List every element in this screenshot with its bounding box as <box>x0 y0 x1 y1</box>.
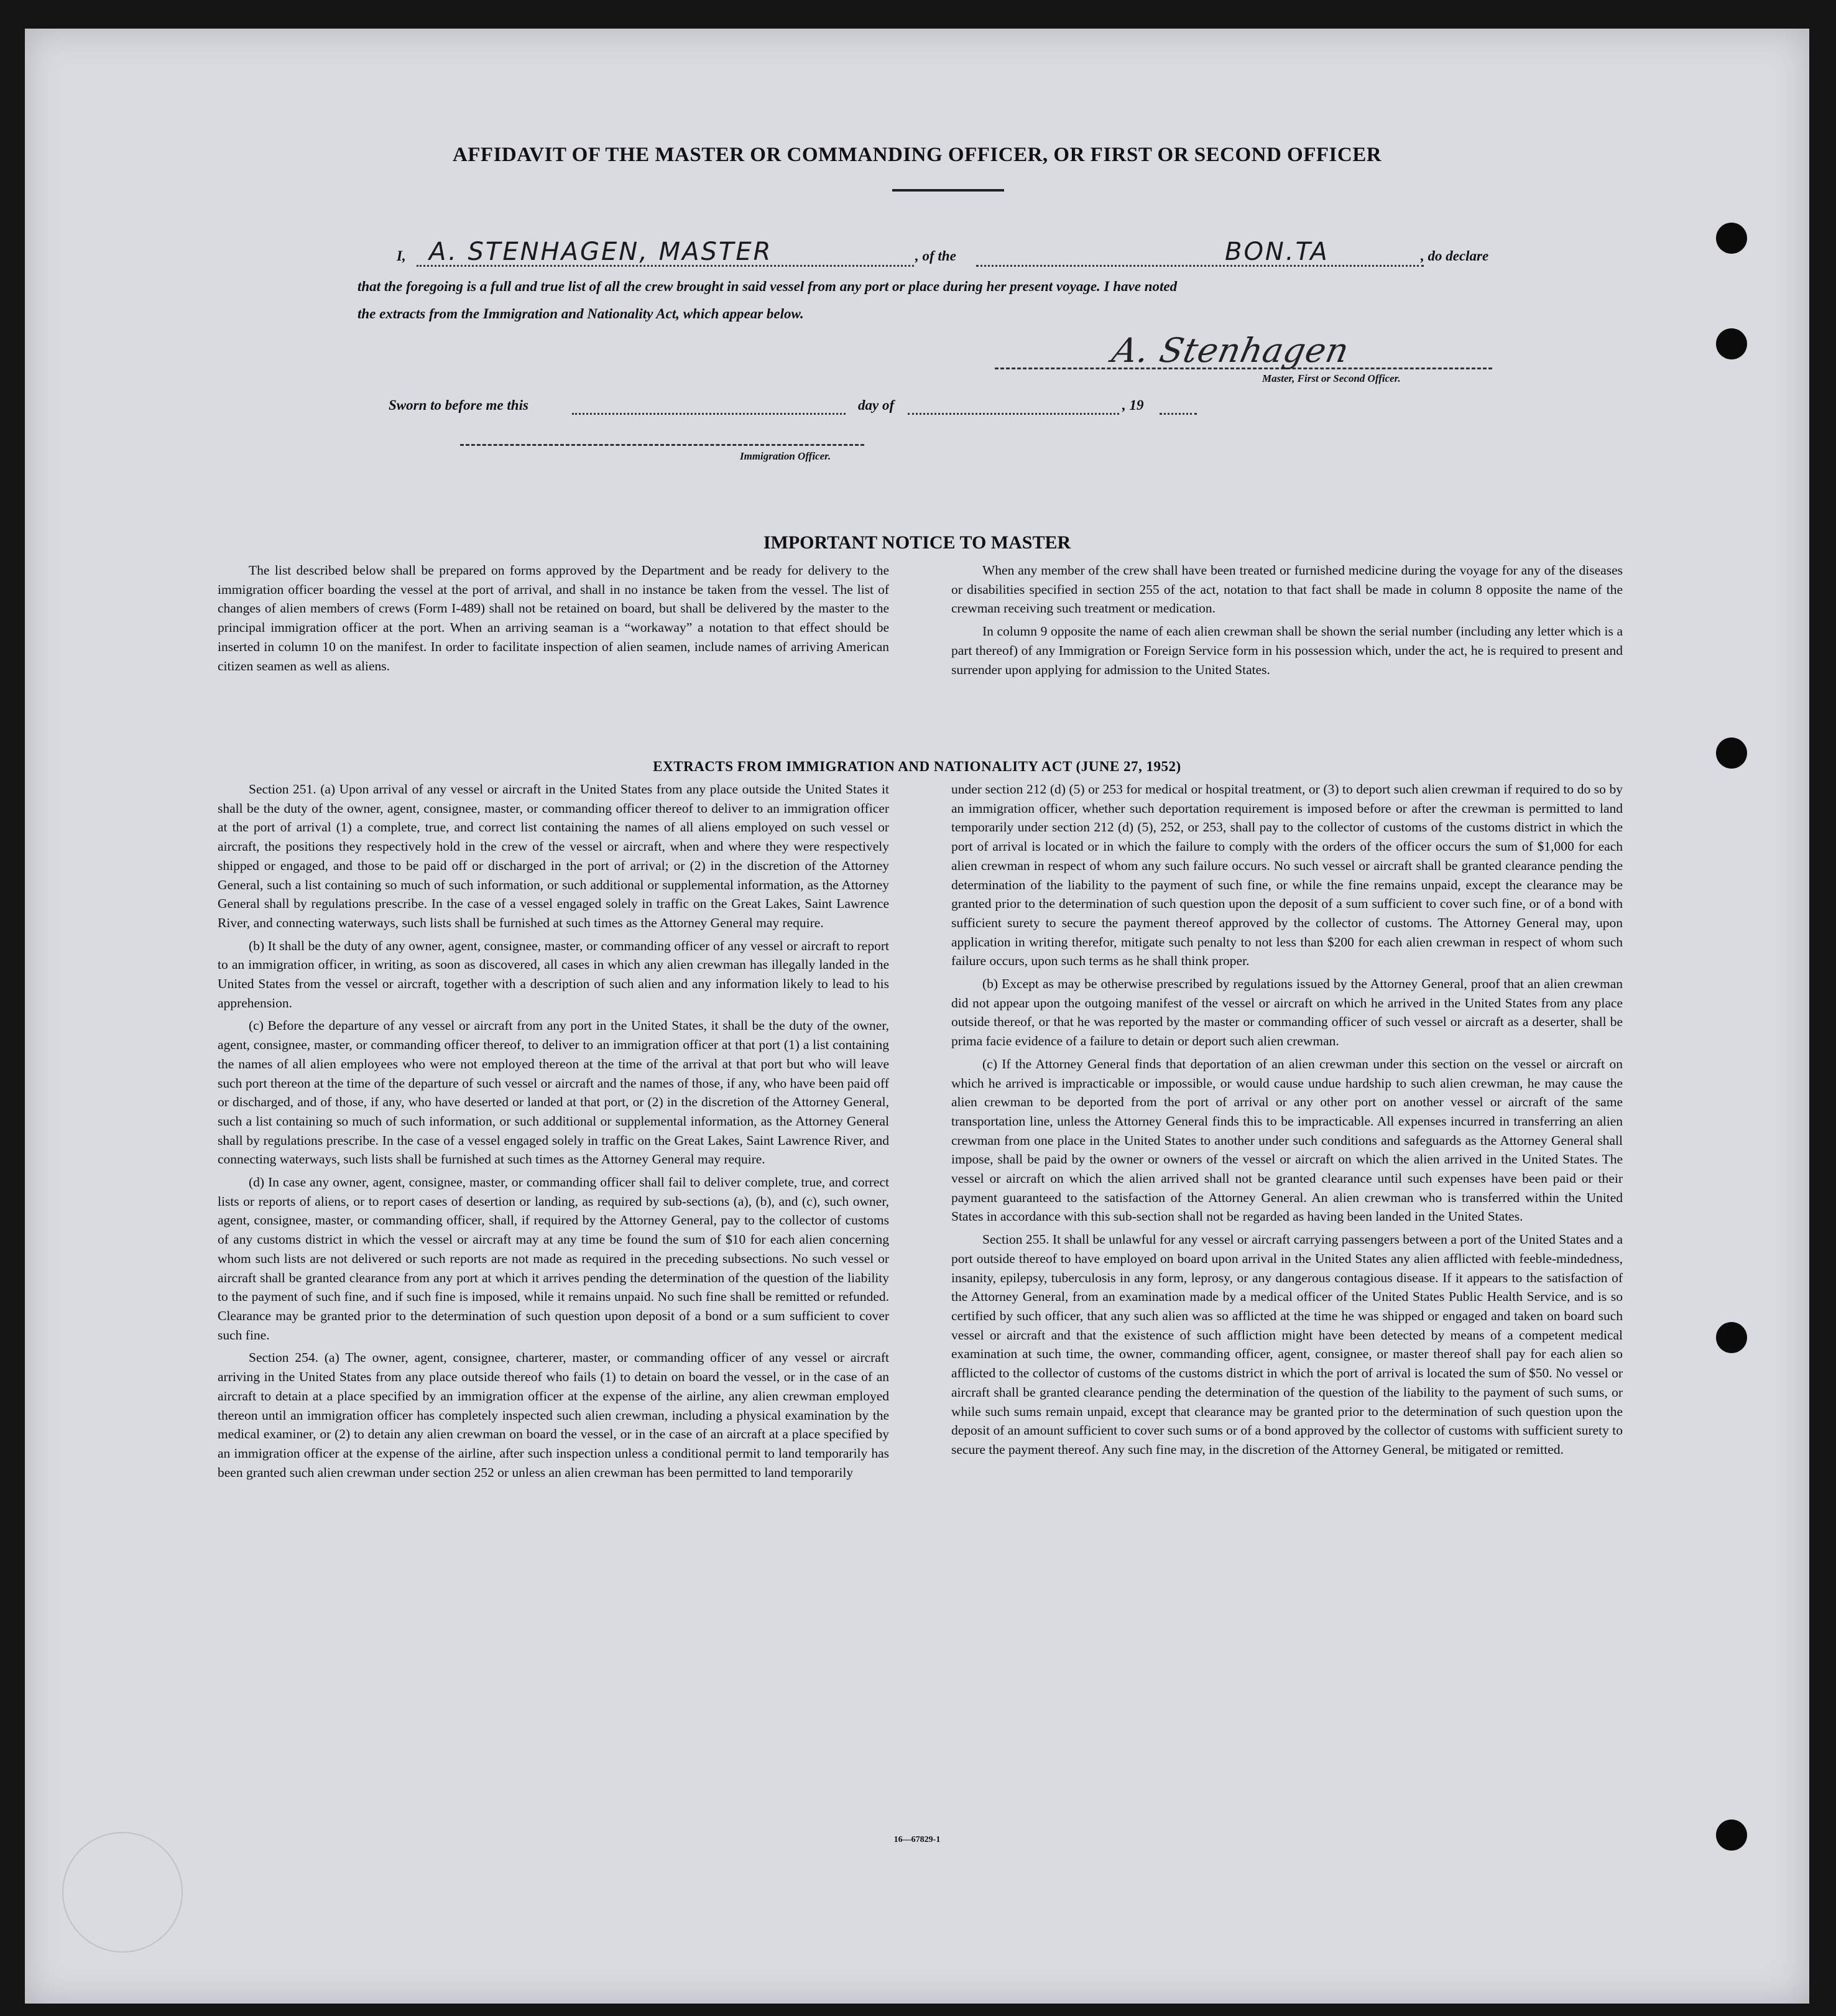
officer-caption: Immigration Officer. <box>740 450 831 462</box>
declaration-text-line1: that the foregoing is a full and true list of all the crew brought in said vessel from any port or place during her present voyage. I have noted <box>358 279 1178 294</box>
punch-hole <box>1716 328 1747 359</box>
extracts-right-column <box>951 780 1623 1463</box>
document-page <box>25 29 1809 2004</box>
section-paragraph: (c) If the Attorney General finds that deportation of an alien crewman under this section on the vessel or aircraft on which he arrived is impracticable or impossible, or would cause undue hardship to such alien crewman, he may cause the alien crewman to be deported from the port of arrival or any other port on another vessel or aircraft of the same transportation line, unless the Attorney General finds this to be impracticable. All expenses incurred in transferring an alien crewman from one place in the United States to another under such conditions and safeguards as the Attorney General shall impose, shall be paid by the owner or owners of the vessel or aircraft on which the alien arrived in the United States. The vessel or aircraft on which the alien arrived shall not be granted clearance until such expenses have been paid or their payment guaranteed to the satisfaction of the Attorney General. An alien crewman who is transferred within the United States in accordance with this sub-section shall not be regarded as having been landed in the United States. <box>951 1056 1623 1224</box>
section-paragraph: Section 251. (a) Upon arrival of any vessel or aircraft in the United States from any place outside the United States it shall be the duty of the owner, agent, consignee, master, or commanding officer thereof to deliver to an immigration officer at the port of arrival (1) a complete, true, and correct list containing the names of all aliens employed on such vessel or aircraft, the positions they respectively hold in the crew of the vessel or aircraft, when and where they were respectively shipped or engaged, and those to be paid off or discharged in the port of arrival; or (2) in the discretion of the Attorney General, such a list containing so much of such information, or such additional or supplemental information, as the Attorney General shall by regulations prescribe. In the case of a vessel engaged solely in traffic on the Great Lakes, Saint Lawrence River, and connecting waterways, such lists shall be furnished at such times as the Attorney General may require. <box>218 782 889 930</box>
sworn-month-line <box>908 413 1119 415</box>
notice-left-column <box>218 561 889 679</box>
punch-hole <box>1716 1322 1747 1353</box>
sworn-year-line <box>1160 413 1197 415</box>
section-paragraph: (d) In case any owner, agent, consignee, master, or commanding officer shall fail to deliver complete, true, and correct lists or reports of aliens, or to report cases of desertion or landing, as required by sub-sections (a), (b), and (c), such owner, agent, consignee, master, or commanding officer, shall, if required by the Attorney General, pay to the collector of customs of any customs district in which the vessel or aircraft may at any time be found the sum of $10 for each alien concerning whom such lists are not delivered or such reports are not made as required in the preceding subsections. No such vessel or aircraft shall be granted clearance from any port at which it arrives pending the determination of the question of the liability to the payment of such fine, and if such fine is imposed, while it remains unpaid. No such fine shall be remitted or refunded. Clearance may be granted prior to the determination of such question upon deposit of a bond or a sum sufficient to cover such fine. <box>218 1175 889 1343</box>
section-paragraph: under section 212 (d) (5) or 253 for medical or hospital treatment, or (3) to deport such alien crewman if required to do so by an immigration officer, whether such deportation requirement is imposed before or after the crewman is permitted to land temporarily under section 212 (d) (5), 252, or 253, shall pay to the collector of customs of the customs district in which the port of arrival is located or in which the failure to comply with the orders of the officer occurs the sum of $1,000 for each alien crewman in respect of whom any such failure occurs. No such vessel or aircraft shall be granted clearance pending the determination of the liability to the payment of such fine, or while the fine remains unpaid, except the clearance may be granted prior to the determination of such question upon the deposit of a sum sufficient to cover such fine, or of a bond with sufficient surety to secure the payment thereof approved by the collector of customs. The Attorney General may, upon application in writing therefor, mitigate such penalty to not less than $200 for each alien crewman in respect of whom such failure occurs, upon such terms as he shall think proper. <box>951 782 1623 969</box>
notice-title: IMPORTANT NOTICE TO MASTER <box>763 532 1071 553</box>
do-declare-label: , do declare <box>1421 248 1489 264</box>
day-of-label: day of <box>858 397 895 413</box>
master-signature: A. Stenhagen <box>1109 331 1353 370</box>
notice-right-column <box>951 561 1623 683</box>
year-label: , 19 <box>1122 397 1144 413</box>
section-paragraph: (c) Before the departure of any vessel or aircraft from any port in the United States, it shall be the duty of the owner, agent, consignee, master, or commanding officer thereof, to deliver to an immigration officer at that port (1) a list containing the names of all alien employees who were not employed thereon at the time of the arrival at that port but who will leave such port thereon at the time of the departure of such vessel or aircraft and the names of those, if any, who have been paid off or discharged, and of those, if any, who have deserted or landed at that port, or (2) in the discretion of the Attorney General, such a list containing so much of such information, or such additional or supplemental information, as the Attorney General shall by regulations prescribe. In the case of a vessel engaged solely in traffic on the Great Lakes, Saint Lawrence River, and connecting waterways, such lists shall be furnished at such times as the Attorney General may require. <box>218 1018 889 1167</box>
master-name-handwritten: A. STENHAGEN, MASTER <box>429 238 773 266</box>
i-label: I, <box>397 248 406 264</box>
extracts-title: EXTRACTS FROM IMMIGRATION AND NATIONALITY ACT (JUNE 27, 1952) <box>653 759 1181 774</box>
affidavit-title: AFFIDAVIT OF THE MASTER OR COMMANDING OFFICER, OR FIRST OR SECOND OFFICER <box>452 144 1382 166</box>
section-paragraph: (b) It shall be the duty of any owner, agent, consignee, master, or commanding officer of any vessel or aircraft to report to an immigration officer, in writing, as soon as discovered, all cases in which any alien crewman has illegally landed in the United States from the vessel or aircraft, together with a description of such alien and any information likely to lead to his apprehension. <box>218 938 889 1010</box>
section-paragraph: Section 254. (a) The owner, agent, consignee, charterer, master, or commanding officer of any vessel or aircraft arriving in the United States from any place outside thereof who fails (1) to detain on board the vessel, or in the case of an aircraft to detain at a place specified by an immigration officer at the expense of the airline, any alien crewman employed thereon until an immigration officer has completely inspected such alien crewman, including a physical examination by the medical examiner, or (2) to detain any alien crewman on board the vessel, or in the case of an aircraft at a place specified by an immigration officer at the expense of the airline, after such inspection unless a conditional permit to land temporarily has been granted such alien crewman under section 252 or unless an alien crewman has been permitted to land temporarily <box>218 1350 889 1480</box>
form-code: 16—67829-1 <box>893 1835 941 1844</box>
section-paragraph: Section 255. It shall be unlawful for any vessel or aircraft carrying passengers between a port of the United States and a port outside thereof to have employed on board upon arrival in the United States any alien afflicted with feeble-mindedness, insanity, epilepsy, tuberculosis in any form, leprosy, or any dangerous contagious disease. If it appears to the satisfaction of the Attorney General, from an examination made by a medical officer of the United States Public Health Service, and is so certified by such officer, that any such alien was so afflicted at the time he was shipped or engaged and taken on board such vessel or aircraft and that the existence of such affliction might have been detected by means of a competent medical examination at such time, the owner, commanding officer, agent, consignee, or master thereof shall pay for each alien so afflicted to the collector of customs of the customs district in which the port of arrival is located the sum of $50. No vessel or aircraft shall be granted clearance pending the determination of the question of the liability to the payment of such sums, or while such sums remain unpaid, except that clearance may be granted prior to the determination of such question upon the deposit of an amount sufficient to cover such sums or of a bond approved by the collector of customs with sufficient surety to secure the payment thereof. Any such fine may, in the discretion of the Attorney General, be mitigated or remitted. <box>951 1232 1623 1457</box>
vessel-name-handwritten: BON.TA <box>1225 238 1329 266</box>
notice-paragraph: The list described below shall be prepared on forms approved by the Department and be ready for delivery to the immigration officer boarding the vessel at the port of arrival, and shall in no instance be taken from the vessel. The list of changes of alien members of crews (Form I-489) shall not be retained on board, but shall be delivered by the master to the principal immigration officer at the port. When an arriving seaman is a “workaway” a notation to that effect should be inserted in column 10 on the manifest. In order to facilitate inspection of alien seamen, include names of arriving American citizen seamen as well as aliens. <box>218 563 889 673</box>
extracts-left-column <box>218 780 889 1486</box>
vessel-line <box>976 265 1424 267</box>
signature-caption: Master, First or Second Officer. <box>1262 372 1401 384</box>
punch-hole <box>1716 1819 1747 1851</box>
title-divider <box>892 189 1004 192</box>
officer-signature-line <box>460 444 864 446</box>
punch-hole <box>1716 223 1747 254</box>
declaration-text-line2: the extracts from the Immigration and Nationality Act, which appear below. <box>358 306 804 321</box>
section-paragraph: (b) Except as may be otherwise prescribed by regulations issued by the Attorney General, proof that an alien crewman did not appear upon the outgoing manifest of the vessel or aircraft on which he arrived in the United States from any place outside thereof, or that he was reported by the master or commanding officer of such vessel or aircraft as a deserter, shall be prima facie evidence of a failure to detain or deport such alien crewman. <box>951 976 1623 1049</box>
notice-paragraph: When any member of the crew shall have been treated or furnished medicine during the voyage for any of the diseases or disabilities specified in section 255 of the act, notation to that fact shall be made in column 8 opposite the name of the crewman receiving such treatment or medication. <box>951 563 1623 616</box>
punch-hole <box>1716 738 1747 769</box>
sworn-day-line <box>572 413 846 415</box>
notice-paragraph: In column 9 opposite the name of each alien crewman shall be shown the serial number (including any letter which is a part thereof) of any Immigration or Foreign Service form in his possession which, under the act, he is required to present and surrender upon applying for admission to the United States. <box>951 624 1623 677</box>
sworn-label: Sworn to before me this <box>389 397 528 413</box>
faded-stamp <box>62 1832 183 1953</box>
of-the-label: , of the <box>915 248 956 264</box>
